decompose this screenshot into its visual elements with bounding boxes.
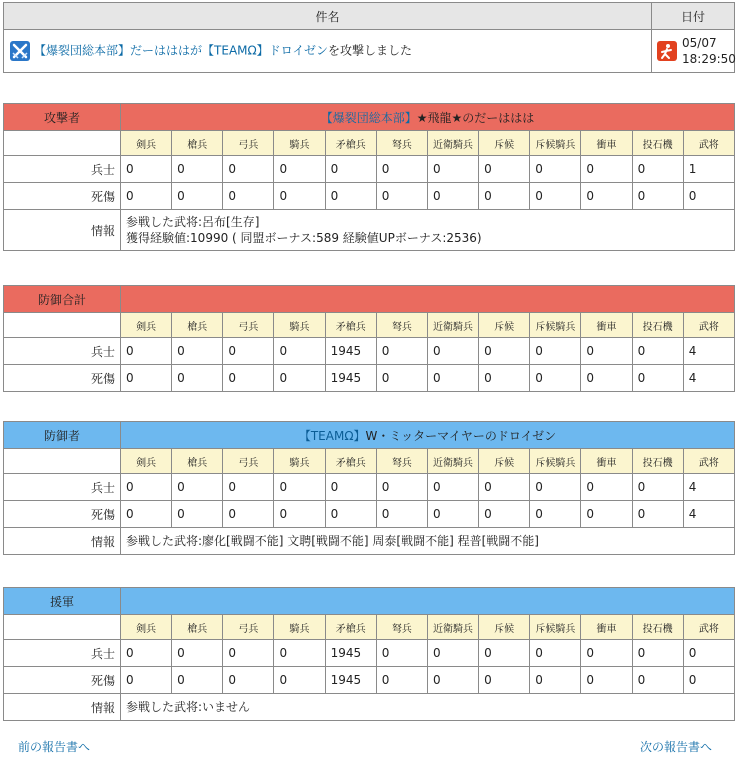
unit-header: 弩兵 (376, 449, 427, 474)
attacker-alliance-link[interactable]: 【爆裂団総本部】 (34, 43, 131, 58)
count-cell: 0 (479, 667, 530, 694)
count-cell: 0 (632, 365, 683, 392)
reinforcements-title (121, 588, 735, 615)
casualties-label: 死傷 (4, 501, 121, 528)
count-cell: 0 (581, 156, 632, 183)
count-cell: 0 (632, 667, 683, 694)
report-list-table (3, 2, 735, 73)
count-cell: 4 (683, 365, 734, 392)
count-cell: 0 (376, 365, 427, 392)
unit-header: 剣兵 (121, 449, 172, 474)
count-cell: 0 (479, 640, 530, 667)
count-cell: 0 (376, 338, 427, 365)
defense-total-label: 防御合計 (4, 286, 121, 313)
unit-header: 騎兵 (274, 615, 325, 640)
casualties-row (4, 365, 735, 392)
count-cell: 0 (427, 667, 478, 694)
count-cell: 0 (530, 501, 581, 528)
unit-header: 騎兵 (274, 131, 325, 156)
unit-header: 斥候 (479, 313, 530, 338)
count-cell: 0 (172, 474, 223, 501)
defender-table (3, 421, 735, 555)
count-cell: 0 (427, 338, 478, 365)
count-cell: 0 (530, 474, 581, 501)
count-cell: 0 (581, 365, 632, 392)
count-cell: 0 (427, 501, 478, 528)
unit-header: 武将 (683, 615, 734, 640)
count-cell: 0 (581, 183, 632, 210)
count-cell: 0 (479, 501, 530, 528)
unit-header: 斥候騎兵 (530, 615, 581, 640)
unit-header: 矛槍兵 (325, 615, 376, 640)
count-cell: 0 (172, 156, 223, 183)
count-cell: 0 (121, 338, 172, 365)
count-cell: 0 (376, 667, 427, 694)
soldier-retreat-icon (657, 41, 677, 61)
count-cell: 0 (376, 474, 427, 501)
count-cell: 0 (530, 640, 581, 667)
count-cell: 0 (121, 501, 172, 528)
unit-header: 弩兵 (376, 313, 427, 338)
count-cell: 0 (223, 156, 274, 183)
unit-header: 矛槍兵 (325, 313, 376, 338)
reinforcements-label: 援軍 (4, 588, 121, 615)
defender-name: W・ミッターマイヤーのドロイゼン (365, 428, 557, 443)
casualties-label: 死傷 (4, 365, 121, 392)
count-cell: 0 (274, 667, 325, 694)
unit-header: 衝車 (581, 131, 632, 156)
count-cell: 0 (121, 365, 172, 392)
attacker-info (121, 210, 735, 251)
count-cell: 0 (632, 338, 683, 365)
defense-total-table (3, 285, 735, 392)
count-cell: 0 (632, 501, 683, 528)
count-cell: 0 (479, 156, 530, 183)
count-cell: 0 (683, 183, 734, 210)
count-cell: 0 (479, 365, 530, 392)
count-cell: 0 (325, 474, 376, 501)
next-report-link[interactable]: 次の報告書へ (640, 740, 713, 754)
count-cell: 0 (530, 183, 581, 210)
unit-header: 斥候 (479, 131, 530, 156)
count-cell: 0 (121, 183, 172, 210)
unit-header: 斥候 (479, 449, 530, 474)
subject-cell (4, 30, 652, 73)
count-cell: 1945 (325, 640, 376, 667)
count-cell: 0 (479, 474, 530, 501)
unit-header: 騎兵 (274, 449, 325, 474)
unit-header: 弩兵 (376, 131, 427, 156)
count-cell: 0 (223, 667, 274, 694)
unit-header: 弩兵 (376, 615, 427, 640)
count-cell: 0 (274, 474, 325, 501)
soldiers-row (4, 338, 735, 365)
unit-header: 矛槍兵 (325, 131, 376, 156)
reinforcements-table (3, 587, 735, 721)
unit-header: 武将 (683, 449, 734, 474)
count-cell: 1945 (325, 365, 376, 392)
count-cell: 0 (121, 156, 172, 183)
unit-header: 槍兵 (172, 615, 223, 640)
casualties-row (4, 183, 735, 210)
attacker-general: 参戦した武将:呂布[生存] (126, 215, 260, 229)
soldiers-row (4, 474, 735, 501)
casualties-row (4, 501, 735, 528)
date-cell (652, 30, 735, 73)
defender-alliance-link[interactable]: 【TEAMΩ】 (298, 428, 366, 443)
count-cell: 0 (223, 365, 274, 392)
casualties-row (4, 667, 735, 694)
defender-title (121, 422, 735, 449)
info-row (4, 528, 735, 555)
unit-header: 剣兵 (121, 131, 172, 156)
unit-header: 弓兵 (223, 313, 274, 338)
info-label: 情報 (4, 210, 121, 251)
count-cell: 0 (325, 501, 376, 528)
count-cell: 0 (632, 640, 683, 667)
subject-header: 件名 (4, 3, 652, 30)
count-cell: 0 (121, 474, 172, 501)
count-cell: 0 (325, 183, 376, 210)
count-cell: 0 (427, 640, 478, 667)
count-cell: 4 (683, 338, 734, 365)
unit-header: 弓兵 (223, 131, 274, 156)
info-label: 情報 (4, 694, 121, 721)
count-cell: 0 (172, 338, 223, 365)
count-cell: 0 (121, 640, 172, 667)
unit-header: 弓兵 (223, 615, 274, 640)
unit-header: 衝車 (581, 615, 632, 640)
count-cell: 0 (376, 183, 427, 210)
report-time: 18:29:50 (682, 52, 736, 66)
unit-header: 斥候騎兵 (530, 449, 581, 474)
count-cell: 1945 (325, 338, 376, 365)
attacker-table (3, 103, 735, 251)
unit-header: 近衛騎兵 (427, 131, 478, 156)
unit-header: 斥候騎兵 (530, 313, 581, 338)
defender-alliance-link[interactable]: 【TEAMΩ】 (202, 43, 269, 58)
count-cell: 0 (223, 640, 274, 667)
unit-header: 斥候 (479, 615, 530, 640)
swords-icon (10, 41, 30, 61)
unit-header-row (4, 615, 735, 640)
count-cell: 0 (172, 640, 223, 667)
soldiers-row (4, 640, 735, 667)
reinforcements-info: 参戦した武将:いません (121, 694, 735, 721)
count-cell: 0 (172, 667, 223, 694)
prev-report-link[interactable]: 前の報告書へ (18, 740, 91, 754)
unit-header: 衝車 (581, 449, 632, 474)
date-header: 日付 (652, 3, 735, 30)
unit-header: 投石機 (632, 313, 683, 338)
attacker-alliance-link[interactable]: 【爆裂団総本部】 (320, 110, 417, 125)
report-date: 05/07 (682, 36, 717, 50)
count-cell: 0 (325, 156, 376, 183)
soldiers-label: 兵士 (4, 474, 121, 501)
count-cell: 0 (530, 156, 581, 183)
unit-header: 剣兵 (121, 615, 172, 640)
unit-header: 槍兵 (172, 449, 223, 474)
count-cell: 0 (274, 183, 325, 210)
unit-header: 近衛騎兵 (427, 313, 478, 338)
info-row (4, 694, 735, 721)
count-cell: 0 (274, 156, 325, 183)
count-cell: 0 (530, 365, 581, 392)
attacker-experience: 獲得経験値:10990 ( 同盟ボーナス:589 経験値UPボーナス:2536) (126, 231, 482, 245)
attacker-label: 攻撃者 (4, 104, 121, 131)
unit-header-row (4, 131, 735, 156)
unit-header: 投石機 (632, 131, 683, 156)
count-cell: 0 (376, 156, 427, 183)
count-cell: 0 (427, 365, 478, 392)
count-cell: 0 (683, 640, 734, 667)
unit-header-row (4, 449, 735, 474)
soldiers-label: 兵士 (4, 338, 121, 365)
count-cell: 0 (632, 474, 683, 501)
count-cell: 0 (376, 501, 427, 528)
casualties-label: 死傷 (4, 183, 121, 210)
soldiers-label: 兵士 (4, 156, 121, 183)
count-cell: 0 (581, 338, 632, 365)
count-cell: 0 (172, 183, 223, 210)
unit-header: 投石機 (632, 449, 683, 474)
defender-village-link[interactable]: ドロイゼン (268, 43, 328, 58)
soldiers-row (4, 156, 735, 183)
count-cell: 0 (632, 156, 683, 183)
unit-header: 武将 (683, 131, 734, 156)
unit-header: 槍兵 (172, 313, 223, 338)
count-cell: 0 (581, 640, 632, 667)
count-cell: 0 (274, 640, 325, 667)
soldiers-label: 兵士 (4, 640, 121, 667)
count-cell: 0 (172, 365, 223, 392)
attacker-player-link[interactable]: だーはははが (130, 43, 203, 58)
unit-header: 投石機 (632, 615, 683, 640)
count-cell: 0 (632, 183, 683, 210)
defense-total-title (121, 286, 735, 313)
count-cell: 0 (223, 338, 274, 365)
count-cell: 0 (172, 501, 223, 528)
count-cell: 0 (376, 640, 427, 667)
count-cell: 4 (683, 474, 734, 501)
count-cell: 0 (223, 501, 274, 528)
count-cell: 0 (530, 667, 581, 694)
info-label: 情報 (4, 528, 121, 555)
count-cell: 0 (223, 474, 274, 501)
count-cell: 0 (121, 667, 172, 694)
count-cell: 0 (479, 183, 530, 210)
casualties-label: 死傷 (4, 667, 121, 694)
count-cell: 0 (223, 183, 274, 210)
unit-header-row (4, 313, 735, 338)
count-cell: 1945 (325, 667, 376, 694)
attacker-name: ★飛龍★のだーははは (416, 110, 535, 125)
unit-header: 斥候騎兵 (530, 131, 581, 156)
count-cell: 4 (683, 501, 734, 528)
count-cell: 0 (581, 474, 632, 501)
count-cell: 0 (683, 667, 734, 694)
unit-header: 槍兵 (172, 131, 223, 156)
unit-header: 矛槍兵 (325, 449, 376, 474)
subject-suffix: を攻撃しました (327, 43, 412, 58)
count-cell: 0 (427, 183, 478, 210)
unit-header: 武将 (683, 313, 734, 338)
count-cell: 0 (274, 338, 325, 365)
count-cell: 0 (427, 156, 478, 183)
count-cell: 0 (274, 365, 325, 392)
attacker-title (121, 104, 735, 131)
count-cell: 0 (581, 501, 632, 528)
unit-header: 騎兵 (274, 313, 325, 338)
unit-header: 弓兵 (223, 449, 274, 474)
unit-header: 近衛騎兵 (427, 449, 478, 474)
count-cell: 0 (427, 474, 478, 501)
unit-header: 近衛騎兵 (427, 615, 478, 640)
info-row (4, 210, 735, 251)
count-cell: 0 (581, 667, 632, 694)
defender-info: 参戦した武将:廖化[戦闘不能] 文聘[戦闘不能] 周泰[戦闘不能] 程普[戦闘不能] (121, 528, 735, 555)
count-cell: 0 (479, 338, 530, 365)
count-cell: 0 (530, 338, 581, 365)
defender-label: 防御者 (4, 422, 121, 449)
count-cell: 0 (274, 501, 325, 528)
unit-header: 衝車 (581, 313, 632, 338)
unit-header: 剣兵 (121, 313, 172, 338)
count-cell: 1 (683, 156, 734, 183)
